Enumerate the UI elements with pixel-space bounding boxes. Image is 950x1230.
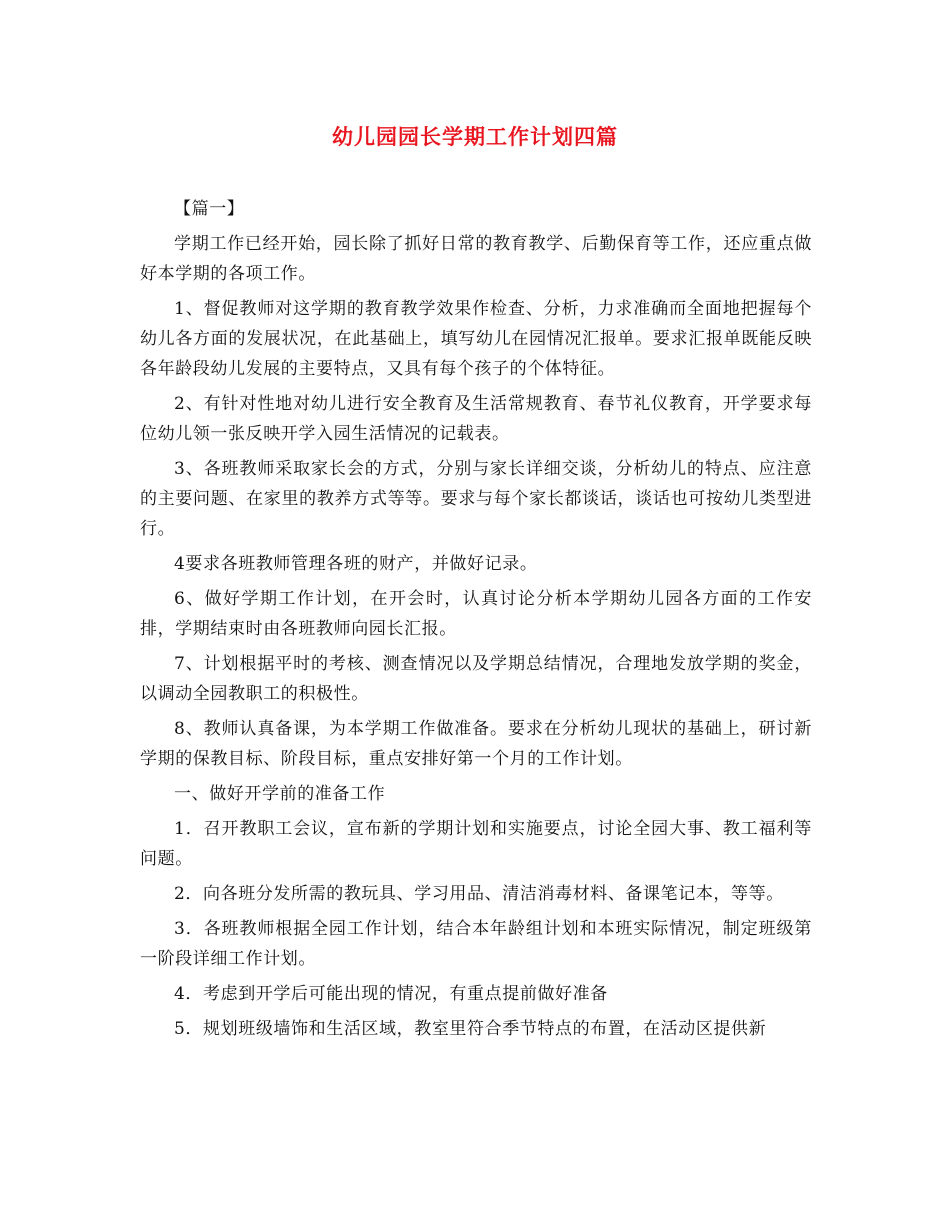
paragraph: 5．规划班级墙饰和生活区域，教室里符合季节特点的布置，在活动区提供新 [174, 1019, 767, 1039]
subsection-heading: 一、做好开学前的准备工作 [174, 784, 386, 804]
paragraph: 3、各班教师采取家长会的方式，分别与家长详细交谈，分析幼儿的特点、应注意的主要问题、在家里的教养方式等等。要求与每个家长都谈话，谈话也可按幼儿类型进行。 [140, 459, 812, 539]
document-body [140, 194, 812, 1049]
section-heading: 【篇一】 [174, 199, 245, 219]
paragraph: 6、做好学期工作计划，在开会时，认真讨论分析本学期幼儿园各方面的工作安排，学期结束时由各班教师向园长汇报。 [140, 589, 812, 639]
paragraph: 1、督促教师对这学期的教育教学效果作检查、分析，力求准确而全面地把握每个幼儿各方面的发展状况，在此基础上，填写幼儿在园情况汇报单。要求汇报单既能反映各年龄段幼儿发展的主要特点，又具有每个孩子的个体特征。 [140, 299, 812, 379]
paragraph: 2．向各班分发所需的教玩具、学习用品、清洁消毒材料、备课笔记本，等等。 [174, 884, 784, 904]
paragraph: 学期工作已经开始，园长除了抓好日常的教育教学、后勤保育等工作，还应重点做好本学期的各项工作。 [140, 234, 812, 284]
paragraph: 4要求各班教师管理各班的财产，并做好记录。 [174, 554, 538, 574]
paragraph: 4．考虑到开学后可能出现的情况，有重点提前做好准备 [174, 984, 608, 1004]
paragraph: 2、有针对性地对幼儿进行安全教育及生活常规教育、春节礼仪教育，开学要求每位幼儿领一张反映开学入园生活情况的记载表。 [140, 394, 812, 444]
paragraph: 8、教师认真备课，为本学期工作做准备。要求在分析幼儿现状的基础上，研讨新学期的保教目标、阶段目标，重点安排好第一个月的工作计划。 [140, 719, 812, 769]
paragraph: 1．召开教职工会议，宣布新的学期计划和实施要点，讨论全园大事、教工福利等问题。 [140, 819, 812, 869]
paragraph: 7、计划根据平时的考核、测查情况以及学期总结情况，合理地发放学期的奖金，以调动全园教职工的积极性。 [140, 654, 812, 704]
document-title: 幼儿园园长学期工作计划四篇 [332, 124, 618, 149]
paragraph: 3．各班教师根据全园工作计划，结合本年龄组计划和本班实际情况，制定班级第一阶段详细工作计划。 [140, 919, 812, 969]
